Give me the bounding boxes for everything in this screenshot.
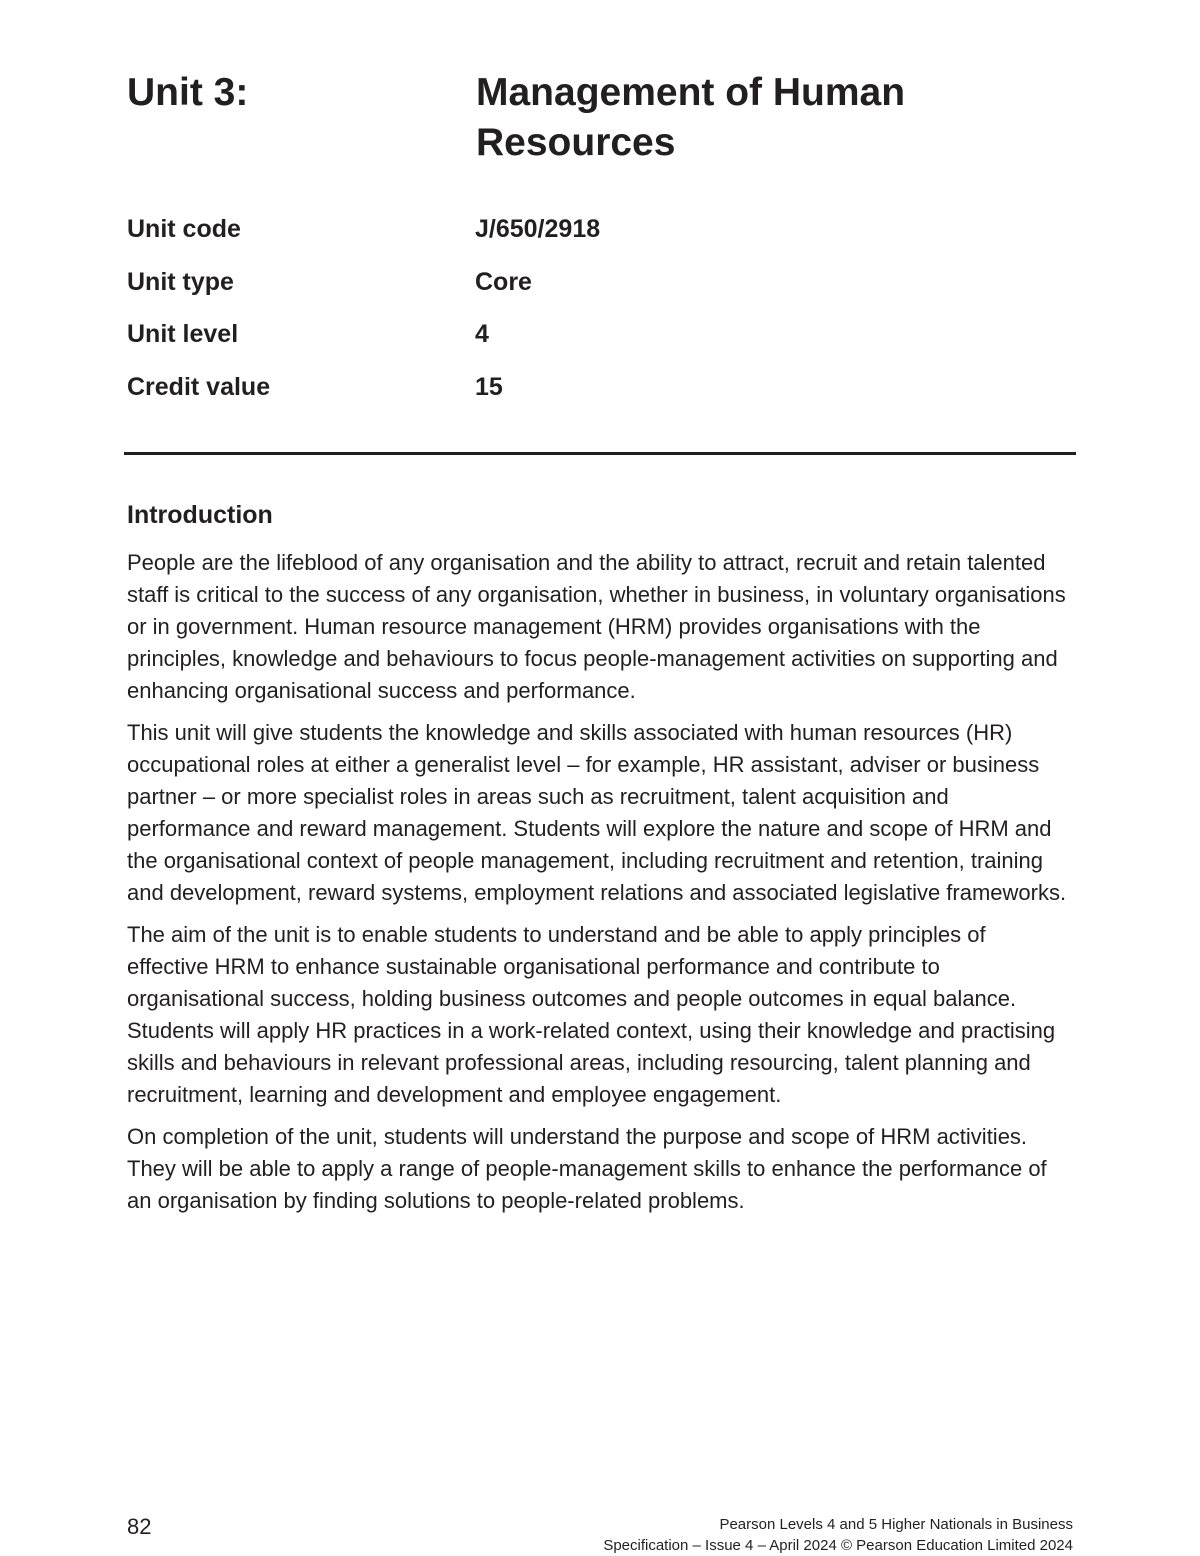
introduction-heading: Introduction [127, 501, 273, 529]
footer-line-specification: Specification – Issue 4 – April 2024 © Pearson Education Limited 2024 [603, 1537, 1073, 1554]
unit-label: Unit 3: [127, 71, 249, 114]
unit-details-table [127, 210, 1027, 421]
unit-level-value: 4 [475, 320, 489, 349]
unit-level-row [127, 315, 1027, 368]
unit-level-label: Unit level [127, 320, 239, 349]
unit-type-row [127, 263, 1027, 316]
introduction-paragraph: On completion of the unit, students will understand the purpose and scope of HRM activities. They will be able to apply a range of people-management skills to enhance the performance of an organisation by finding solutions to people-related problems. [127, 1124, 1047, 1213]
footer-publication-info [603, 1514, 1073, 1556]
introduction-paragraph: People are the lifeblood of any organisation and the ability to attract, recruit and retain talented staff is critical to the success of any organisation, whether in business, in voluntary organisations or in government. Human resource management (HRM) provides organisations with the principles, knowledge and behaviours to focus people-management activities on supporting and enhancing organisational success and performance. [127, 550, 1066, 703]
footer-line-title: Pearson Levels 4 and 5 Higher Nationals in Business [719, 1516, 1073, 1533]
unit-code-label: Unit code [127, 215, 241, 243]
unit-type-value: Core [475, 267, 532, 296]
unit-title: Management of Human Resources [476, 71, 906, 164]
introduction-paragraph: The aim of the unit is to enable students to understand and be able to apply principles of effective HRM to enhance sustainable organisational performance and contribute to organisational success, holding business outcomes and people outcomes in equal balance. Students will apply HR practices in a work-related context, using their knowledge and practising skills and behaviours in relevant professional areas, including resourcing, talent planning and recruitment, learning and development and employee engagement. [127, 922, 1056, 1107]
unit-type-label: Unit type [127, 267, 234, 296]
introduction-section [127, 497, 1072, 1227]
credit-value-label: Credit value [127, 373, 271, 402]
credit-value-value: 15 [475, 373, 503, 402]
unit-code-value: J/650/2918 [475, 215, 601, 243]
credit-value-row [127, 368, 1027, 421]
page-number: 82 [127, 1514, 152, 1539]
introduction-paragraph: This unit will give students the knowledge and skills associated with human resources (HR) occupational roles at either a generalist level – for example, HR assistant, adviser or business partner – or more specialist roles in areas such as recruitment, talent acquisition and performance and reward management. Students will explore the nature and scope of HRM and the organisational context of people management, including recruitment and retention, training and development, reward systems, employment relations and associated legislative frameworks. [127, 720, 1067, 905]
section-divider [124, 452, 1076, 455]
unit-code-row [127, 210, 1027, 263]
